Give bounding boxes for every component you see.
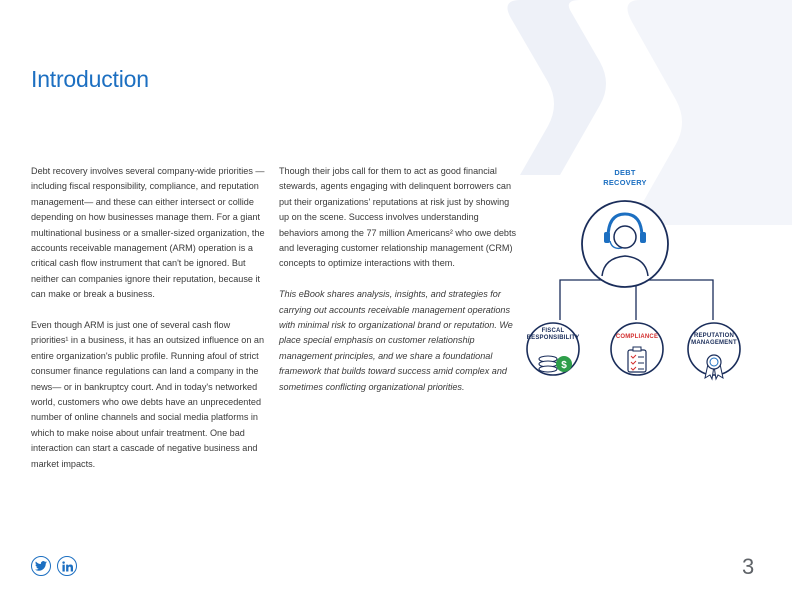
paragraph: Debt recovery involves several company-wide priorities — including fiscal responsibility, compliance, and reputation management— and these can either intersect or collide depending on how businesses manage them. For a giant multinational business or a smaller-sized organization, the accounts receivable management (ARM) operation is a critical cash flow instrument that can't be ignored. But neither can companies ignore their reputation, because it can make or break a business.	[31, 166, 265, 300]
checklist-clipboard-icon	[611, 323, 663, 375]
fiscal-responsibility-label: FISCAL RESPONSIBILITY	[526, 328, 580, 341]
headset-agent-icon	[582, 201, 668, 287]
paragraph: Though their jobs call for them to act as good financial stewards, agents engaging with delinquent borrowers can put their organizations' reputations at risk just by showing up on the scene. Success involves understanding behaviors among the 77 million Americans² who owe debts and leveraging customer relationship management (CRM) concepts to optimize interactions with them.	[279, 166, 517, 269]
linkedin-icon[interactable]	[57, 556, 77, 576]
paragraph-italic: This eBook shares analysis, insights, and strategies for carrying out accounts receivable management operations with minimal risk to organizational brand or reputation. We place special emphasis on customer relationship management principles, and we share a foundational framework that builds toward success amid complex and sometimes conflicting organizational priorities.	[279, 289, 513, 392]
svg-text:$: $	[561, 360, 567, 371]
text-column-left	[31, 164, 269, 488]
reputation-management-label: REPUTATION MANAGEMENT	[691, 333, 737, 346]
debt-recovery-label: DEBT RECOVERY	[603, 168, 647, 187]
paragraph: Even though ARM is just one of several cash flow priorities¹ in a business, it has an outsized influence on an entire organization's public profile. Running afoul of strict consumer finance regulations can land a company in the news— or in bankruptcy court. And in today's networked world, customers who owe debts have an unprecedented number of online channels and social media platforms in which to make noise about unfair treatment. One bad interaction can start a cascade of negative business and market impacts.	[31, 320, 265, 469]
award-ribbon-icon	[688, 323, 740, 379]
page-number: 3	[742, 554, 755, 579]
social-links	[31, 556, 77, 576]
page-title: Introduction	[31, 66, 149, 92]
debt-recovery-diagram	[520, 166, 750, 396]
compliance-label: COMPLIANCE	[615, 334, 659, 340]
twitter-icon[interactable]	[31, 556, 51, 576]
text-column-right	[279, 164, 517, 410]
